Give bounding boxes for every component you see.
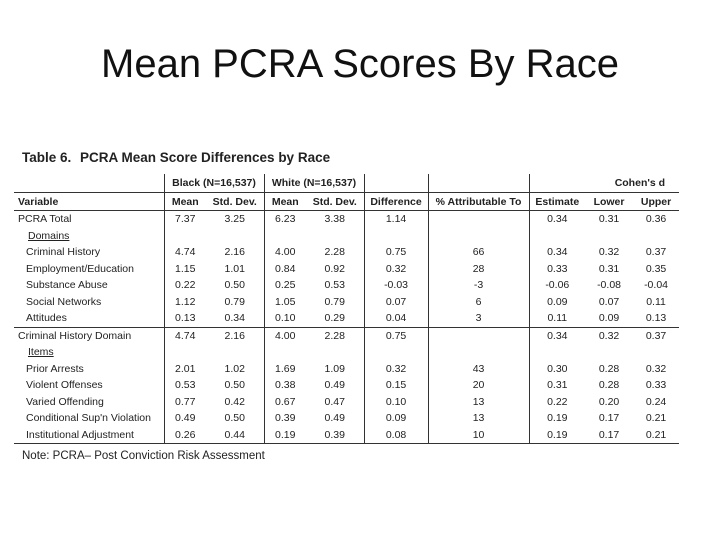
table-cell: 0.19 [529, 410, 585, 427]
table-note: Note: PCRA– Post Conviction Risk Assessment [22, 450, 265, 462]
table-cell: 4.74 [164, 327, 206, 344]
table-row [14, 261, 679, 278]
table-cell: 0.32 [364, 361, 428, 378]
table-cell: 0.17 [598, 412, 620, 425]
table-cell: 0.44 [206, 427, 264, 444]
table-cell: 0.07 [598, 295, 620, 308]
group-white: White (N=16,537) [264, 174, 364, 193]
table-row [14, 228, 679, 245]
row-variable: Social Networks [26, 295, 102, 308]
table-cell: 0.31 [598, 262, 620, 275]
table-cell: 1.05 [264, 294, 306, 311]
table-cell [306, 228, 364, 245]
table-cell: 0.10 [264, 310, 306, 327]
table-cell: 0.75 [364, 244, 428, 261]
table-cell: 4.00 [264, 244, 306, 261]
table-cell: 0.09 [529, 294, 585, 311]
table-cell: 0.38 [264, 377, 306, 394]
score-table [14, 174, 679, 444]
table-cell: 0.37 [645, 329, 667, 342]
table-cell: 0.50 [224, 279, 245, 292]
table-cell: 0.50 [224, 379, 245, 392]
table-cell: 0.33 [529, 261, 585, 278]
table-cell: 7.37 [164, 211, 206, 228]
row-variable: Violent Offenses [26, 379, 103, 392]
table-cell [428, 228, 529, 245]
table-cell: 0.50 [224, 412, 245, 425]
table-cell: 0.19 [529, 427, 585, 444]
table-cell: 3.38 [324, 213, 345, 226]
table-cell: 0.39 [306, 427, 364, 444]
table-cell [206, 228, 264, 245]
table-row [14, 244, 679, 261]
group-cohen: Cohen's d [529, 174, 679, 193]
table-cell: -0.06 [529, 277, 585, 294]
table-cell: 13 [428, 410, 529, 427]
table-cell: 0.84 [264, 261, 306, 278]
table-cell: -0.08 [597, 279, 621, 292]
table-cell: 1.02 [224, 362, 245, 375]
table-cell [264, 344, 306, 361]
table-cell: 0.47 [324, 395, 345, 408]
table-cell: -3 [428, 277, 529, 294]
column-header: Lower [585, 193, 633, 211]
table-cell: 0.34 [224, 312, 245, 325]
column-header: Difference [364, 193, 428, 211]
table-row [14, 277, 679, 294]
table-cell: 20 [428, 377, 529, 394]
table-cell: 0.39 [264, 410, 306, 427]
table-cell: 0.35 [645, 262, 667, 275]
table-cell: 1.14 [364, 211, 428, 228]
table-cell: 2.28 [324, 329, 345, 342]
table-row [14, 294, 679, 311]
table-cell: 1.09 [324, 362, 345, 375]
table-cell: 0.32 [645, 362, 667, 375]
table-cell: 2.16 [224, 329, 245, 342]
row-variable: Employment/Education [26, 262, 134, 275]
column-header: Upper [633, 193, 679, 211]
table-cell [206, 344, 264, 361]
table-cell: 0.07 [364, 294, 428, 311]
table-cell [364, 344, 428, 361]
column-header: Std. Dev. [206, 193, 264, 211]
table-cell: 2.16 [224, 246, 245, 259]
table-cell: 3 [428, 310, 529, 327]
row-variable: Criminal History Domain [18, 329, 132, 342]
table-cell: 0.19 [264, 427, 306, 444]
table-cell: 0.28 [598, 379, 620, 392]
table-cell: 2.01 [164, 361, 206, 378]
table-cell [633, 228, 679, 245]
column-header: Mean [164, 193, 206, 211]
table-cell: 0.25 [264, 277, 306, 294]
table-cell: 13 [428, 394, 529, 411]
table-title: PCRA Mean Score Differences by Race [80, 150, 331, 165]
table-cell: 0.34 [529, 244, 585, 261]
table-cell: 0.32 [598, 329, 620, 342]
table-caption [22, 150, 679, 174]
table-cell: 0.49 [324, 379, 345, 392]
table-cell: -0.04 [644, 279, 668, 292]
table-row [14, 211, 679, 228]
table-cell: 2.28 [324, 246, 345, 259]
table-cell: 4.74 [164, 244, 206, 261]
table-cell: 1.01 [224, 262, 245, 275]
table-cell: 0.33 [645, 379, 667, 392]
table-cell: 0.31 [598, 213, 620, 226]
table-cell: 0.09 [364, 410, 428, 427]
group-header-row [14, 174, 679, 193]
table-cell: 0.37 [645, 246, 667, 259]
table-cell: 0.17 [585, 427, 633, 444]
table-cell: 6.23 [264, 211, 306, 228]
table-row [14, 327, 679, 344]
table-cell [428, 344, 529, 361]
table-cell: 0.77 [164, 394, 206, 411]
table-cell [264, 228, 306, 245]
table-cell: 0.22 [529, 394, 585, 411]
table-cell: 0.30 [529, 361, 585, 378]
table-row [14, 427, 679, 444]
table-cell: 0.49 [164, 410, 206, 427]
table-cell: 0.21 [633, 427, 679, 444]
table-cell: 0.34 [529, 327, 585, 344]
table-cell: 0.15 [364, 377, 428, 394]
table-cell [585, 228, 633, 245]
table-cell: 0.11 [529, 310, 585, 327]
table-cell: 0.92 [324, 262, 345, 275]
table-cell: -0.03 [364, 277, 428, 294]
column-header: Mean [264, 193, 306, 211]
table-cell: 0.13 [645, 312, 667, 325]
table-cell [164, 344, 206, 361]
column-header: Estimate [529, 193, 585, 211]
table-cell [364, 228, 428, 245]
score-table-figure [14, 150, 679, 462]
row-variable: Institutional Adjustment [14, 427, 164, 444]
table-cell: 66 [428, 244, 529, 261]
table-cell: 0.21 [645, 412, 667, 425]
table-cell: 0.09 [598, 312, 620, 325]
table-cell: 0.26 [164, 427, 206, 444]
table-number: Table 6. [22, 150, 72, 165]
row-variable: Varied Offending [26, 395, 104, 408]
table-cell [306, 344, 364, 361]
table-cell: 0.20 [598, 395, 620, 408]
slide-title: Mean PCRA Scores By Race [101, 42, 619, 86]
table-cell [529, 228, 585, 245]
column-header: Variable [14, 193, 164, 211]
table-cell: 0.53 [324, 279, 345, 292]
table-cell: 0.24 [645, 395, 667, 408]
table-row [14, 310, 679, 327]
table-body [14, 211, 679, 444]
group-black: Black (N=16,537) [164, 174, 264, 193]
row-variable: PCRA Total [18, 213, 72, 226]
table-cell [529, 344, 585, 361]
row-variable: Criminal History [26, 246, 101, 259]
table-cell: 0.79 [324, 295, 345, 308]
row-variable: Items [28, 346, 54, 359]
table-cell: 0.67 [264, 394, 306, 411]
column-header: % Attributable To [428, 193, 529, 211]
table-cell: 0.29 [324, 312, 345, 325]
table-cell: 0.08 [364, 427, 428, 444]
table-cell: 0.49 [324, 412, 345, 425]
row-variable: Attitudes [26, 312, 67, 325]
row-variable: Domains [28, 229, 70, 242]
table-cell [633, 344, 679, 361]
table-cell: 0.32 [598, 246, 620, 259]
table-cell: 0.75 [364, 327, 428, 344]
row-variable: Prior Arrests [26, 362, 84, 375]
table-cell: 0.79 [224, 295, 245, 308]
table-cell: 0.11 [646, 295, 666, 308]
table-row [14, 377, 679, 394]
row-variable: Conditional Sup'n Violation [26, 412, 151, 425]
table-cell: 0.22 [164, 277, 206, 294]
table-cell: 0.36 [645, 213, 667, 226]
table-cell: 0.34 [529, 211, 585, 228]
table-cell: 1.69 [264, 361, 306, 378]
table-cell: 0.42 [224, 395, 245, 408]
table-cell: 0.53 [164, 377, 206, 394]
table-cell [585, 344, 633, 361]
table-cell: 0.04 [364, 310, 428, 327]
column-header: Std. Dev. [306, 193, 364, 211]
row-variable: Substance Abuse [26, 279, 108, 292]
table-cell [428, 327, 529, 344]
table-row [14, 394, 679, 411]
table-cell: 28 [428, 261, 529, 278]
table-cell: 0.13 [164, 310, 206, 327]
table-cell: 10 [428, 427, 529, 444]
table-cell [164, 228, 206, 245]
table-cell: 0.31 [529, 377, 585, 394]
table-row [14, 410, 679, 427]
table-cell: 0.32 [364, 261, 428, 278]
table-cell: 4.00 [264, 327, 306, 344]
table-cell: 3.25 [224, 213, 245, 226]
table-row [14, 361, 679, 378]
table-cell: 0.28 [598, 362, 620, 375]
table-cell: 0.10 [364, 394, 428, 411]
table-cell: 6 [428, 294, 529, 311]
table-cell: 1.12 [164, 294, 206, 311]
table-cell: 1.15 [164, 261, 206, 278]
table-row [14, 344, 679, 361]
column-header-row [14, 193, 679, 211]
table-cell [428, 211, 529, 228]
table-cell: 43 [428, 361, 529, 378]
